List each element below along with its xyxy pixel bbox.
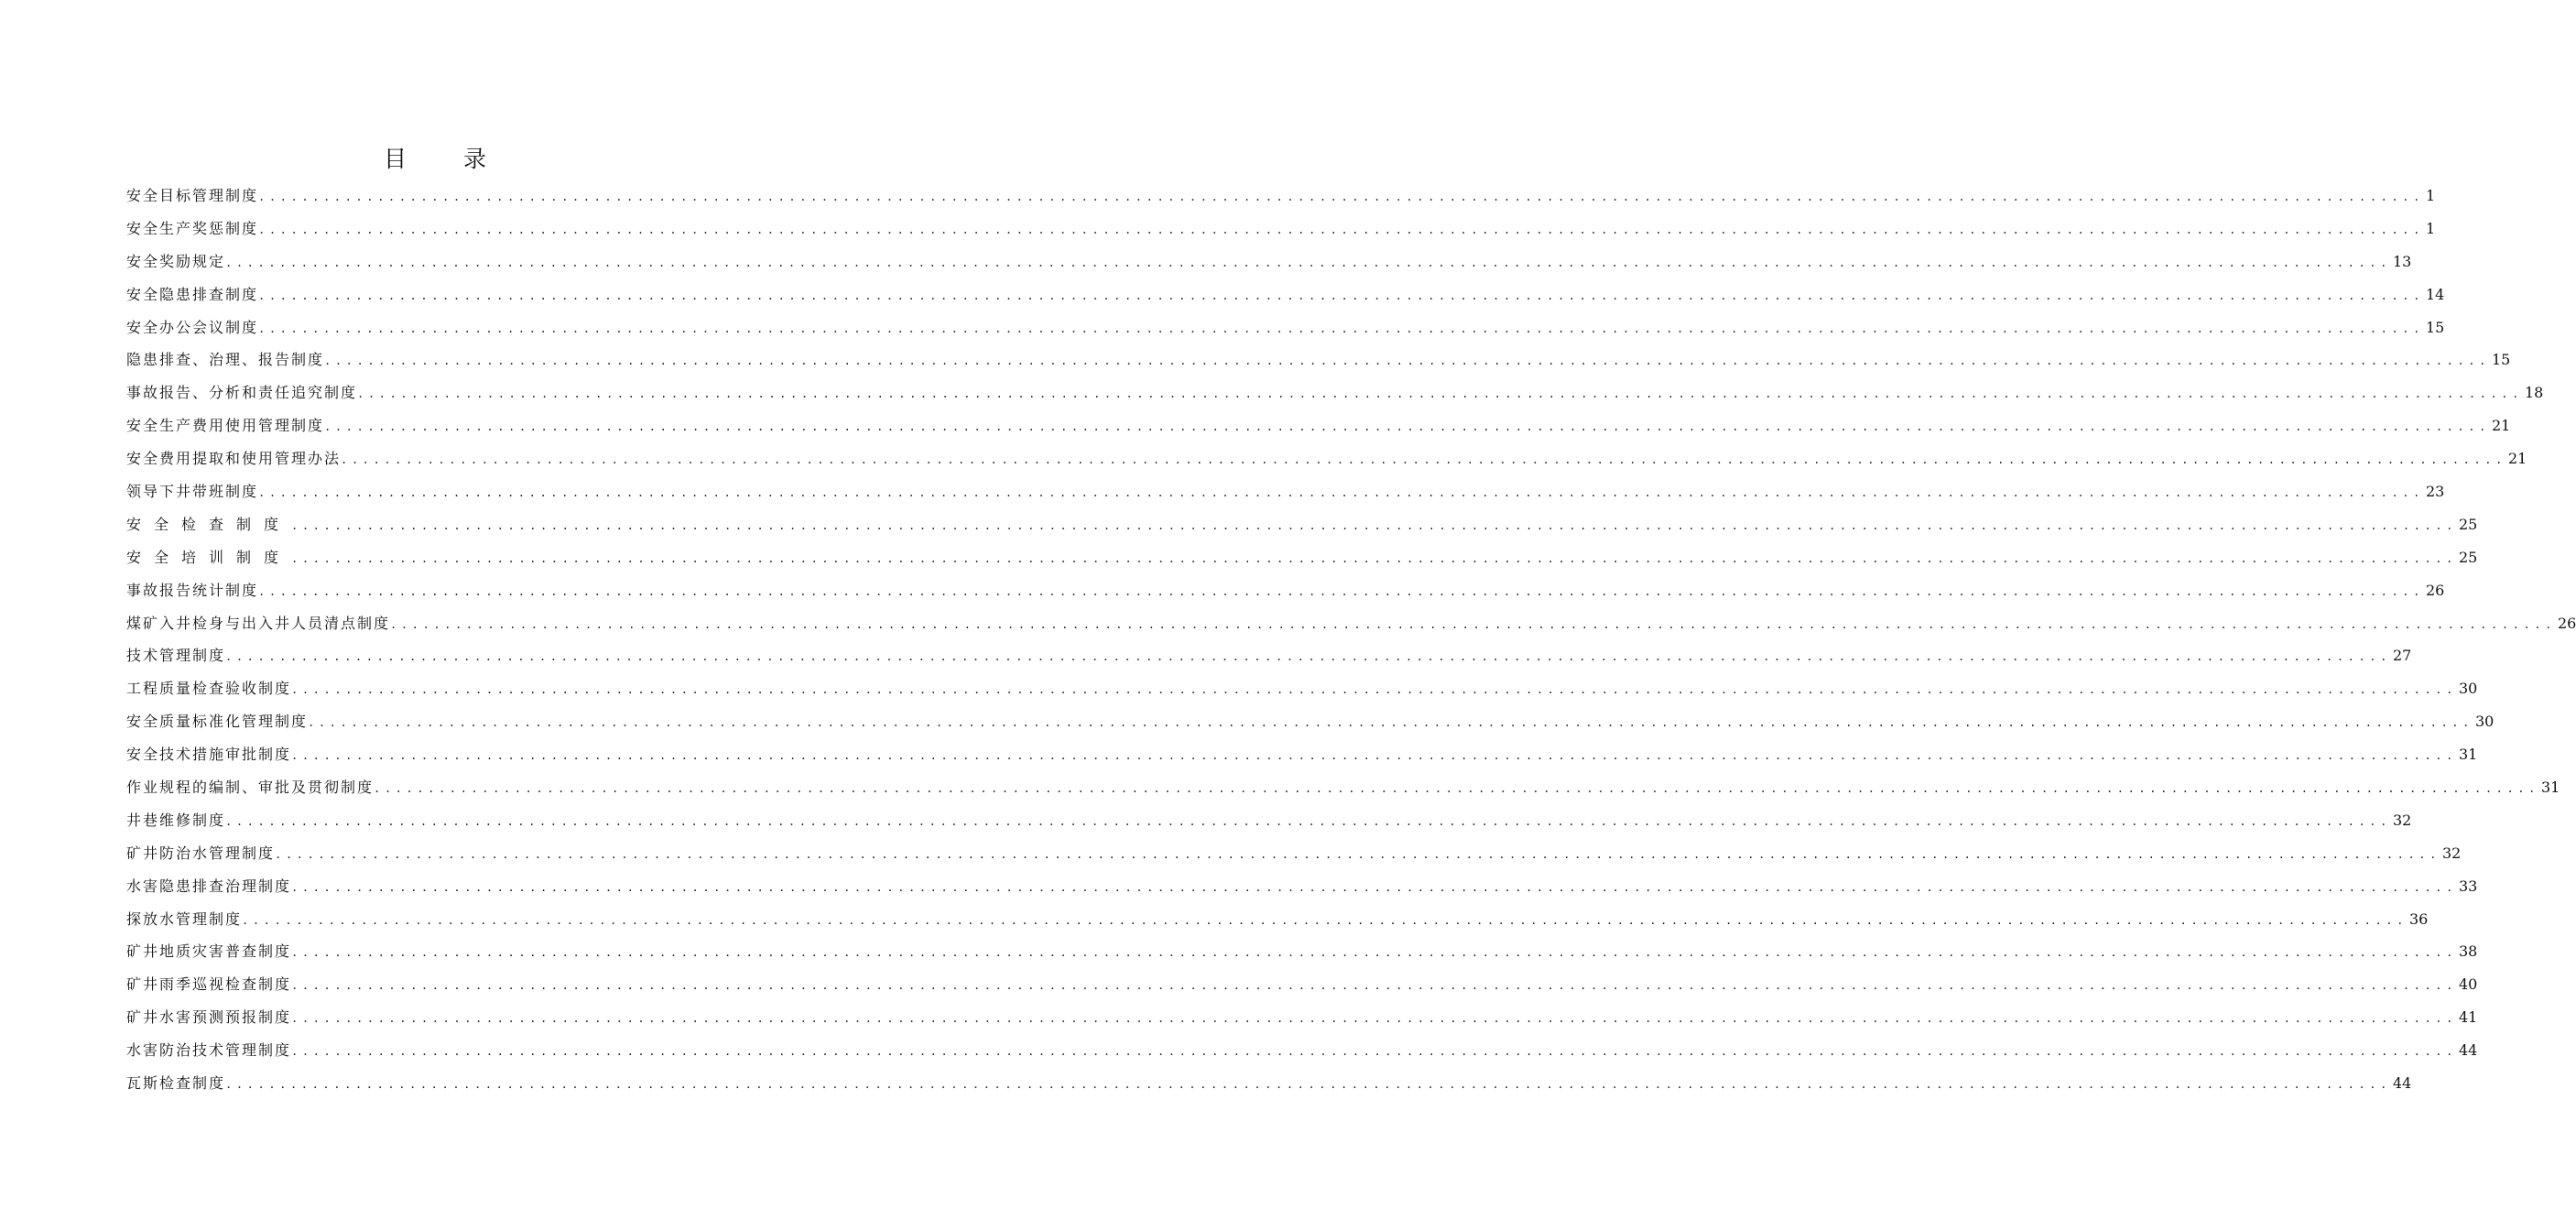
toc-entry-page: 15	[2491, 351, 2511, 369]
toc-entry-page: 36	[2408, 910, 2429, 928]
toc-entry-page: 31	[2540, 779, 2560, 797]
toc-entry-leader: ........................................................................................................................................................................................................	[258, 321, 2424, 335]
toc-title: 目录	[383, 146, 543, 172]
toc-entry-label: 安全质量标准化管理制度	[126, 713, 309, 731]
toc-entry-leader: ........................................................................................................................................................................................................	[324, 354, 2490, 368]
toc-entry[interactable]	[126, 409, 2511, 442]
toc-entry-leader: ........................................................................................................................................................................................................	[291, 1045, 2457, 1059]
toc-entry-leader: ........................................................................................................................................................................................................	[225, 256, 2391, 269]
toc-entry-page: 25	[2458, 515, 2478, 533]
toc-entry-leader: ........................................................................................................................................................................................................	[341, 453, 2506, 467]
toc-entry[interactable]	[126, 639, 2412, 672]
toc-entry[interactable]	[126, 1067, 2412, 1100]
toc-entry-leader: ........................................................................................................................................................................................................	[308, 716, 2473, 730]
toc-entry-leader: ........................................................................................................................................................................................................	[291, 749, 2457, 763]
toc-entry-label: 矿井雨季巡视检查制度	[126, 975, 292, 994]
toc-entry-leader: ........................................................................................................................................................................................................	[357, 387, 2523, 401]
toc-entry-leader: ........................................................................................................................................................................................................	[225, 1078, 2391, 1092]
toc-entry-page: 18	[2524, 384, 2544, 402]
toc-entry[interactable]	[126, 870, 2478, 903]
toc-entry-leader: ........................................................................................................................................................................................................	[291, 518, 2457, 532]
toc-entry-page: 15	[2425, 318, 2445, 336]
toc-entry-leader: ........................................................................................................................................................................................................	[374, 782, 2539, 796]
toc-entry-label: 领导下井带班制度	[126, 483, 259, 501]
toc-entry-label: 安全目标管理制度	[126, 187, 259, 204]
toc-entry[interactable]	[126, 1001, 2478, 1034]
toc-entry-leader: ........................................................................................................................................................................................................	[324, 420, 2490, 434]
toc-entry-page: 13	[2392, 252, 2412, 270]
toc-entry-page: 21	[2491, 417, 2511, 435]
toc-entry-page: 41	[2458, 1008, 2478, 1027]
toc-entry-label: 安全检查制度	[126, 515, 292, 533]
toc-entry-leader: ........................................................................................................................................................................................................	[258, 289, 2424, 302]
toc-entry-leader: ........................................................................................................................................................................................................	[291, 1012, 2457, 1026]
toc-entry-leader: ........................................................................................................................................................................................................	[258, 584, 2424, 598]
toc-entry[interactable]	[126, 376, 2544, 409]
toc-entry[interactable]	[126, 672, 2478, 705]
toc-entry[interactable]	[126, 607, 2576, 640]
toc-entry-page: 32	[2441, 844, 2462, 862]
toc-entry-page: 44	[2458, 1041, 2478, 1060]
toc-entry-label: 安全奖励规定	[126, 252, 226, 270]
toc-entry[interactable]	[126, 245, 2412, 278]
toc-entry-label: 作业规程的编制、审批及贯彻制度	[126, 779, 375, 797]
toc-entry-label: 安全办公会议制度	[126, 318, 259, 336]
toc-entry[interactable]	[126, 475, 2445, 508]
toc-entry-page: 26	[2425, 581, 2445, 599]
toc-entry-label: 矿井防治水管理制度	[126, 844, 276, 862]
toc-entry-label: 井巷维修制度	[126, 811, 226, 829]
toc-entry[interactable]	[126, 771, 2560, 804]
toc-entry-page: 31	[2458, 746, 2478, 764]
toc-entry-page: 21	[2507, 450, 2527, 468]
toc-entry-label: 安全隐患排查制度	[126, 285, 259, 303]
toc-entry-leader: ........................................................................................................................................................................................................	[275, 847, 2440, 861]
toc-entry-label: 安全生产奖惩制度	[126, 219, 259, 237]
toc-entry-page: 30	[2474, 713, 2494, 731]
toc-entry-leader: ........................................................................................................................................................................................................	[291, 979, 2457, 993]
toc-entry-label: 技术管理制度	[126, 647, 226, 665]
toc-entry-leader: ........................................................................................................................................................................................................	[242, 913, 2408, 927]
toc-entry-leader: ........................................................................................................................................................................................................	[258, 191, 2424, 203]
toc-entry-label: 安全费用提取和使用管理办法	[126, 450, 342, 468]
toc-entry[interactable]	[126, 804, 2412, 837]
toc-entry-page: 40	[2458, 975, 2478, 994]
toc-entry-page: 14	[2425, 285, 2445, 303]
toc-entry[interactable]	[126, 837, 2462, 870]
toc-entry-leader: ........................................................................................................................................................................................................	[390, 617, 2556, 631]
toc-entry[interactable]	[126, 442, 2527, 475]
toc-entry-label: 矿井水害预测预报制度	[126, 1008, 292, 1027]
toc-entry[interactable]	[126, 508, 2478, 541]
toc-entry[interactable]	[126, 574, 2445, 607]
toc-entry-label: 矿井地质灾害普查制度	[126, 942, 292, 961]
toc-entry-label: 隐患排查、治理、报告制度	[126, 351, 325, 369]
toc-entry-page: 32	[2392, 811, 2412, 829]
toc-entry-page: 1	[2425, 219, 2436, 237]
toc-entry[interactable]	[126, 278, 2445, 311]
toc-entry-page: 1	[2425, 187, 2436, 204]
toc-entry[interactable]	[126, 212, 2436, 245]
toc-entry-leader: ........................................................................................................................................................................................................	[291, 683, 2457, 697]
toc-entry-label: 水害防治技术管理制度	[126, 1041, 292, 1060]
toc-entry-page: 30	[2458, 680, 2478, 698]
toc-entry-label: 事故报告统计制度	[126, 581, 259, 599]
toc-entry[interactable]	[126, 738, 2478, 771]
toc-entry[interactable]	[126, 935, 2478, 968]
toc-entry-page: 44	[2392, 1074, 2412, 1093]
toc-entry-leader: ........................................................................................................................................................................................................	[258, 486, 2424, 500]
toc-entry-page: 26	[2557, 614, 2576, 632]
toc-entry-leader: ........................................................................................................................................................................................................	[225, 650, 2391, 664]
toc-entry-page: 25	[2458, 548, 2478, 566]
toc-entry-page: 23	[2425, 483, 2445, 501]
toc-entry-label: 水害隐患排查治理制度	[126, 877, 292, 895]
toc-entry-label: 煤矿入井检身与出入井人员清点制度	[126, 614, 391, 632]
toc-entry[interactable]	[126, 343, 2511, 376]
toc-entry[interactable]	[126, 311, 2445, 344]
toc-entry[interactable]	[126, 541, 2478, 574]
toc-entry-label: 安全培训制度	[126, 548, 292, 566]
toc-entry[interactable]	[126, 968, 2478, 1001]
toc-entry[interactable]	[126, 1034, 2478, 1067]
toc-entry-leader: ........................................................................................................................................................................................................	[291, 551, 2457, 565]
toc-entry-leader: ........................................................................................................................................................................................................	[258, 223, 2424, 236]
toc-entry[interactable]	[126, 705, 2494, 738]
toc-entry-leader: ........................................................................................................................................................................................................	[291, 880, 2457, 894]
toc-entry-page: 33	[2458, 877, 2478, 895]
toc-entry-label: 安全生产费用使用管理制度	[126, 417, 325, 435]
toc-entry-page: 27	[2392, 647, 2412, 665]
toc-entry-leader: ........................................................................................................................................................................................................	[225, 814, 2391, 828]
toc-entry[interactable]	[126, 180, 2436, 212]
toc-entry[interactable]	[126, 903, 2429, 936]
toc-entry-label: 安全技术措施审批制度	[126, 746, 292, 764]
toc-entry-leader: ........................................................................................................................................................................................................	[291, 946, 2457, 960]
toc-entry-label: 事故报告、分析和责任追究制度	[126, 384, 358, 402]
toc-entry-page: 38	[2458, 942, 2478, 961]
toc-entry-label: 瓦斯检查制度	[126, 1074, 226, 1093]
toc-entry-label: 探放水管理制度	[126, 910, 243, 928]
toc-entry-label: 工程质量检查验收制度	[126, 680, 292, 698]
toc-list	[126, 180, 2576, 1100]
